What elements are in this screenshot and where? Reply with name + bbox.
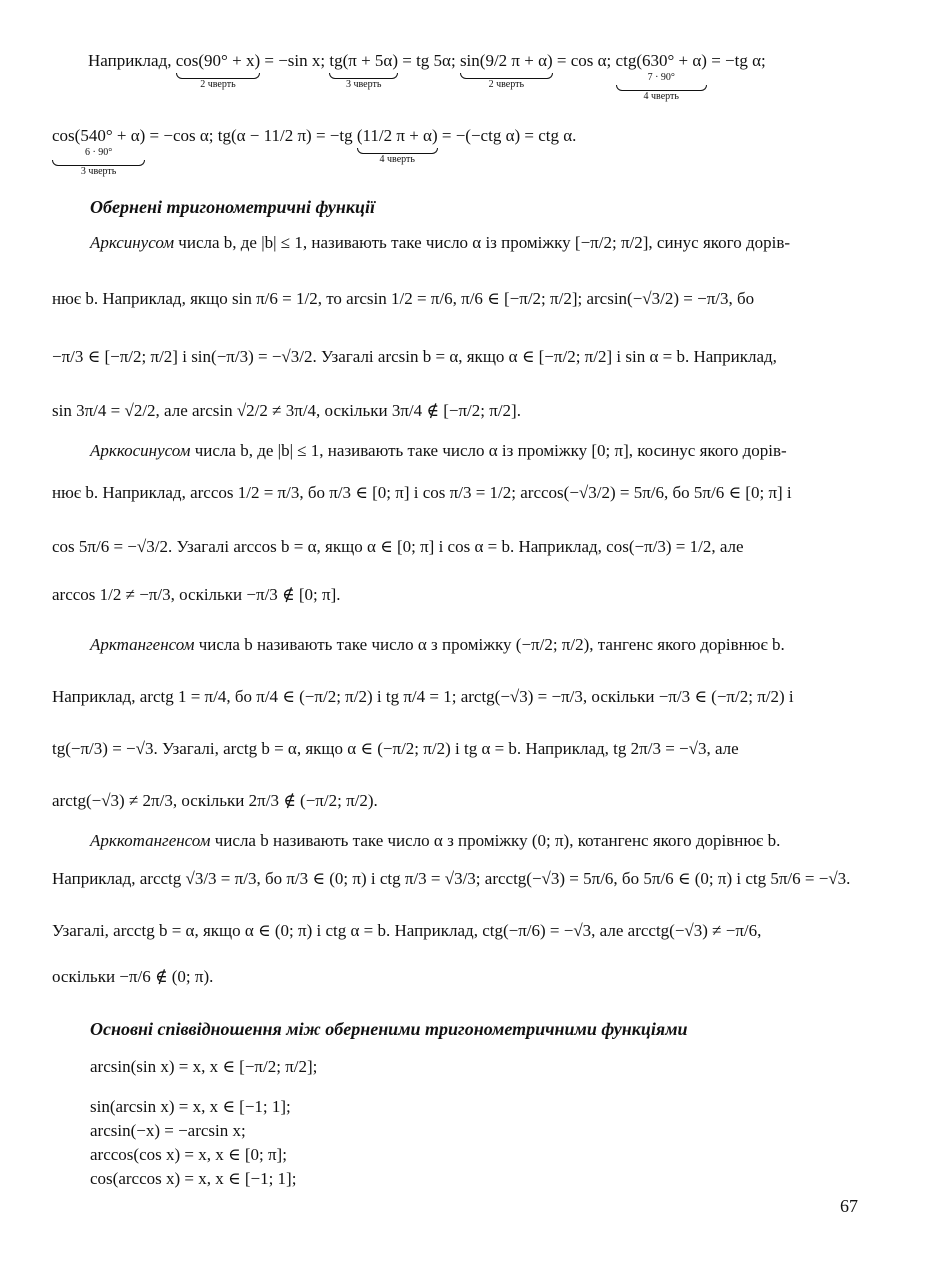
expr-ctg-630: ctg(630° + α) 7 · 90° 4 чверть (615, 51, 707, 102)
arcctg-line-1: Арккотангенсом числа b називають таке число α з проміжку (0; π), котангенс якого дорівнює b. (90, 831, 781, 850)
arcsin-line-2: нює b. Наприклад, якщо sin π/6 = 1/2, то arcsin 1/2 = π/6, π/6 ∈ [−π/2; π/2]; arcsin(−√3/2) = −π/3, бо (52, 289, 755, 308)
example-line-1: Наприклад, cos(90° + x) 2 чверть = −sin x; tg(π + 5α) 3 чверть = tg 5α; sin(9/2 π + α) 2 чверть = cos α; ctg(630° + α) 7 · 90° 4 чверть = −tg α; (88, 51, 766, 102)
arccos-line-3: cos 5π/6 = −√3/2. Узагалі arccos b = α, якщо α ∈ [0; π] і cos α = b. Наприклад, cos(−π/3) = 1/2, але (52, 537, 744, 556)
relation-item: arccos(cos x) = x, x ∈ [0; π]; (90, 1145, 287, 1164)
arcctg-line-4: оскільки −π/6 ∉ (0; π). (52, 967, 214, 986)
arctg-line-3: tg(−π/3) = −√3. Узагалі, arctg b = α, якщо α ∈ (−π/2; π/2) і tg α = b. Наприклад, tg 2π/3 = −√3, але (52, 739, 739, 758)
arccos-line-2: нює b. Наприклад, arccos 1/2 = π/3, бо π/3 ∈ [0; π] і cos π/3 = 1/2; arccos(−√3/2) = 5π/6, бо 5π/6 ∈ [0; π] і (52, 483, 792, 502)
relation-item: arcsin(sin x) = x, x ∈ [−π/2; π/2]; (90, 1057, 318, 1076)
example-line-2: cos(540° + α) 6 · 90° 3 чверть = −cos α; tg(α − 11/2 π) = −tg (11/2 π + α) 4 чверть = −(−ctg α) = ctg α. (52, 126, 577, 177)
arcctg-line-3: Узагалі, arcctg b = α, якщо α ∈ (0; π) і ctg α = b. Наприклад, ctg(−π/6) = −√3, але arcctg(−√3) ≠ −π/6, (52, 921, 762, 940)
relation-item: arcsin(−x) = −arcsin x; (90, 1121, 246, 1140)
arcsin-line-3: −π/3 ∈ [−π/2; π/2] і sin(−π/3) = −√3/2. Узагалі arcsin b = α, якщо α ∈ [−π/2; π/2] і sin α = b. Наприклад, (52, 347, 777, 366)
arcctg-line-2: Наприклад, arcctg √3/3 = π/3, бо π/3 ∈ (0; π) і ctg π/3 = √3/3; arcctg(−√3) = 5π/6, бо 5π/6 ∈ (0; π) і ctg 5π/6 = −√3. (52, 869, 851, 888)
arcsin-line-4: sin 3π/4 = √2/2, але arcsin √2/2 ≠ 3π/4, оскільки 3π/4 ∉ [−π/2; π/2]. (52, 401, 521, 420)
arctg-line-4: arctg(−√3) ≠ 2π/3, оскільки 2π/3 ∉ (−π/2; π/2). (52, 791, 378, 810)
relation-item: cos(arccos x) = x, x ∈ [−1; 1]; (90, 1169, 297, 1188)
arctg-line-1: Арктангенсом числа b називають таке число α з проміжку (−π/2; π/2), тангенс якого дорівнює b. (90, 635, 785, 654)
section-title-inverse: Обернені тригонометричні функції (90, 197, 375, 217)
expr-sin-9-2: sin(9/2 π + α) 2 чверть (459, 51, 553, 90)
arctg-line-2: Наприклад, arctg 1 = π/4, бо π/4 ∈ (−π/2; π/2) і tg π/4 = 1; arctg(−√3) = −π/3, оскільки −π/3 ∈ (−π/2; π/2) і (52, 687, 794, 706)
page-number: 67 (840, 1196, 858, 1216)
arccos-line-1: Арккосинусом числа b, де |b| ≤ 1, називають таке число α із проміжку [0; π], косинус якого дорів- (90, 441, 787, 460)
expr-tg-pi: tg(π + 5α) 3 чверть (329, 51, 398, 90)
arcsin-line-1: Арксинусом числа b, де |b| ≤ 1, називають таке число α із проміжку [−π/2; π/2], синус якого дорів- (90, 233, 791, 252)
expr-tg-11-2: (11/2 π + α) 4 чверть (356, 126, 438, 165)
expr-cos-90: cos(90° + x) 2 чверть (175, 51, 261, 90)
section-title-relations: Основні співвідношення між оберненими тригонометричними функціями (90, 1019, 688, 1039)
relation-item: sin(arcsin x) = x, x ∈ [−1; 1]; (90, 1097, 291, 1116)
arccos-line-4: arccos 1/2 ≠ −π/3, оскільки −π/3 ∉ [0; π]. (52, 585, 341, 604)
expr-cos-540: cos(540° + α) 6 · 90° 3 чверть (52, 126, 146, 177)
